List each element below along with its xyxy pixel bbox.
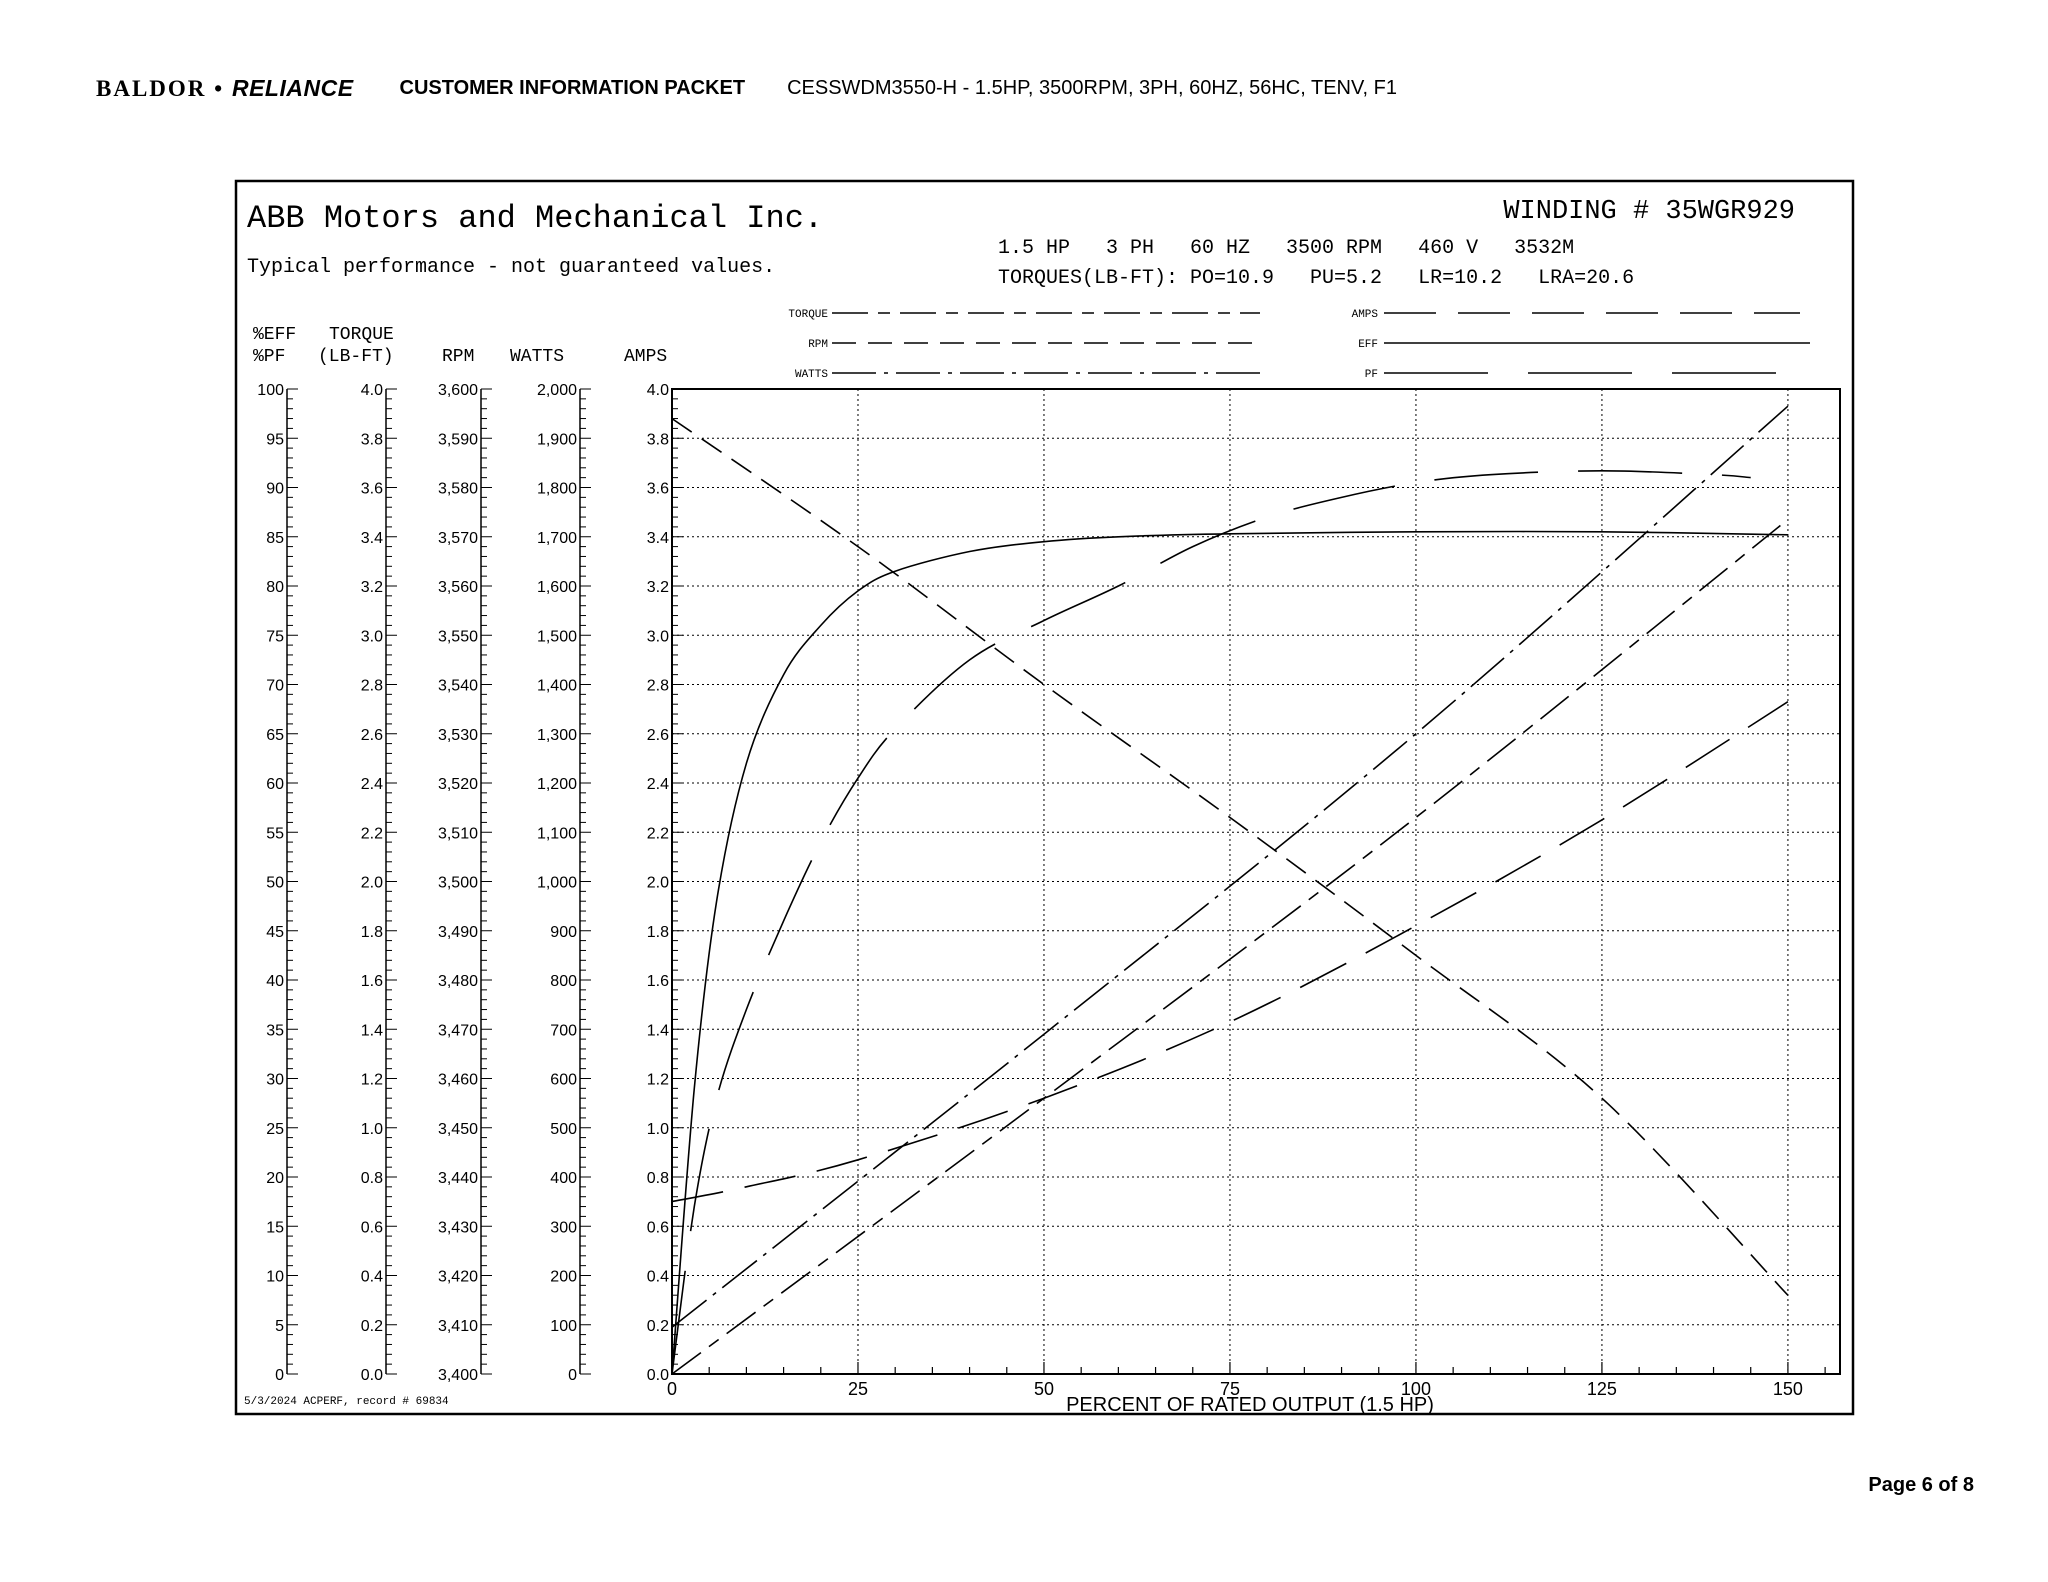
y-axes: [257, 382, 683, 1384]
y-axis-2: [361, 382, 397, 1384]
y-tick-label: 3,460: [437, 1071, 478, 1089]
y-tick-label: 1.6: [646, 973, 669, 990]
y-tick-label: 55: [266, 825, 284, 843]
y-tick-label: 2.8: [360, 677, 383, 695]
y-tick-label: 3,420: [437, 1268, 478, 1286]
y-tick-label: 85: [266, 529, 284, 547]
y-tick-label: 1.4: [646, 1022, 669, 1040]
y-tick-label: 900: [550, 923, 577, 941]
y-tick-label: 3,540: [437, 677, 478, 695]
y-tick-label: 10: [266, 1268, 284, 1286]
y-tick-label: 100: [550, 1317, 577, 1335]
y-tick-label: 3,580: [437, 480, 478, 498]
brand-left: BALDOR: [96, 75, 207, 101]
y-tick-label: 2.6: [646, 726, 669, 744]
y-tick-label: 1,200: [536, 776, 577, 793]
y-tick-label: 3,530: [437, 726, 478, 744]
y-tick-label: 3.4: [360, 529, 383, 547]
series-line-eff: [672, 531, 1788, 1374]
y-tick-label: 1.8: [360, 923, 383, 941]
y-tick-label: 1.4: [360, 1022, 383, 1040]
y-tick-label: 1.6: [360, 973, 383, 990]
y-tick-label: 4.0: [360, 382, 383, 399]
y-tick-label: 0.8: [646, 1170, 669, 1187]
axis-header-pf: %PF: [253, 347, 286, 367]
y-tick-label: 35: [266, 1022, 284, 1040]
x-tick-label: 100: [1400, 1379, 1431, 1399]
y-tick-label: 2.2: [360, 825, 383, 843]
y-tick-label: 0: [275, 1367, 284, 1384]
y-tick-label: 3,600: [437, 382, 478, 399]
torque-values: TORQUES(LB-FT): PO=10.9 PU=5.2 LR=10.2 LRA=20.6: [998, 267, 1635, 290]
y-tick-label: 3.4: [646, 529, 669, 547]
y-tick-label: 1,500: [536, 628, 577, 646]
x-tick-label: 25: [847, 1379, 869, 1399]
x-tick-label: 50: [1033, 1379, 1054, 1399]
chart-title: ABB Motors and Mechanical Inc.: [247, 200, 824, 237]
x-axis-label: PERCENT OF RATED OUTPUT (1.5 HP): [1066, 1394, 1434, 1416]
y-tick-label: 0.6: [646, 1219, 669, 1237]
y-tick-label: 1.0: [360, 1120, 383, 1138]
legend-label-amps: AMPS: [1351, 309, 1378, 321]
legend-label-eff: EFF: [1358, 339, 1378, 351]
y-tick-label: 1,100: [536, 825, 577, 843]
y-tick-label: 45: [266, 923, 284, 941]
y-tick-label: 3.8: [646, 431, 669, 449]
plot-area: [667, 389, 1840, 1399]
y-tick-label: 500: [550, 1120, 577, 1138]
x-tick-label: 150: [1772, 1379, 1803, 1399]
y-tick-label: 70: [266, 677, 284, 695]
axis-header-eff: %EFF: [253, 325, 297, 345]
legend-label-rpm: RPM: [808, 339, 828, 351]
y-tick-label: 0.6: [360, 1219, 383, 1237]
y-tick-label: 3,570: [437, 529, 478, 547]
y-tick-label: 4.0: [646, 382, 669, 399]
y-tick-label: 1.8: [646, 923, 669, 941]
chart-legend: [788, 309, 1810, 381]
legend-label-torque: TORQUE: [788, 309, 828, 321]
packet-title: CUSTOMER INFORMATION PACKET: [399, 76, 746, 99]
y-axis-5: [647, 382, 683, 1384]
y-tick-label: 90: [266, 480, 284, 498]
y-tick-label: 50: [266, 874, 284, 892]
y-tick-label: 1,800: [536, 480, 577, 498]
y-tick-label: 3,410: [437, 1317, 478, 1335]
y-tick-label: 1,000: [536, 874, 577, 892]
y-tick-label: 3,430: [437, 1219, 478, 1237]
y-tick-label: 2,000: [536, 382, 577, 399]
axis-header-watts: WATTS: [510, 347, 565, 367]
series-line-amps: [672, 702, 1788, 1202]
y-tick-label: 1,400: [536, 677, 577, 695]
chart-subtitle: Typical performance - not guaranteed values.: [247, 256, 776, 279]
brand-dot: •: [214, 75, 225, 101]
y-tick-label: 2.4: [360, 776, 383, 793]
y-tick-label: 0.2: [646, 1317, 669, 1335]
legend-label-watts: WATTS: [794, 369, 828, 381]
y-tick-label: 3,440: [437, 1170, 478, 1187]
y-tick-label: 3,470: [437, 1022, 478, 1040]
y-tick-label: 40: [266, 973, 284, 990]
y-tick-label: 25: [266, 1120, 284, 1138]
motor-specs: 1.5 HP 3 PH 60 HZ 3500 RPM 460 V 3532M: [998, 237, 1575, 260]
y-tick-label: 65: [266, 726, 284, 744]
winding-number: WINDING # 35WGR929: [1503, 197, 1795, 227]
y-tick-label: 3,490: [437, 923, 478, 941]
y-tick-label: 20: [266, 1170, 284, 1187]
axis-header-amps: AMPS: [624, 347, 668, 367]
y-tick-label: 5: [275, 1317, 284, 1335]
y-tick-label: 1.2: [360, 1071, 383, 1089]
y-tick-label: 700: [550, 1022, 577, 1040]
y-tick-label: 0.8: [360, 1170, 383, 1187]
y-tick-label: 3,510: [437, 825, 478, 843]
x-tick-label: 0: [666, 1379, 678, 1399]
y-tick-label: 75: [266, 628, 284, 646]
y-tick-label: 200: [550, 1268, 577, 1286]
record-stamp: 5/3/2024 ACPERF, record # 69834: [244, 1396, 449, 1408]
y-tick-label: 3,400: [437, 1367, 478, 1384]
y-tick-label: 3,500: [437, 874, 478, 892]
y-tick-label: 0.4: [646, 1268, 669, 1286]
axis-header-torque-unit: (LB-FT): [318, 347, 394, 367]
y-tick-label: 0.0: [646, 1367, 669, 1384]
page-number: Page 6 of 8: [1868, 1474, 1974, 1496]
y-tick-label: 0.2: [360, 1317, 383, 1335]
y-tick-label: 2.0: [360, 874, 383, 892]
y-tick-label: 400: [550, 1170, 577, 1187]
y-axis-1: [257, 382, 298, 1384]
y-tick-label: 60: [266, 776, 284, 793]
x-tick-label: 125: [1586, 1379, 1617, 1399]
y-tick-label: 1,300: [536, 726, 577, 744]
y-tick-label: 2.4: [646, 776, 669, 793]
y-tick-label: 0.0: [360, 1367, 383, 1384]
brand-right: RELIANCE: [231, 74, 354, 101]
y-tick-label: 80: [266, 579, 284, 596]
y-tick-label: 95: [266, 431, 284, 449]
y-tick-label: 0: [568, 1367, 577, 1384]
y-tick-label: 3.0: [646, 628, 669, 646]
y-tick-label: 15: [266, 1219, 284, 1237]
y-tick-label: 3.6: [360, 480, 383, 498]
y-tick-label: 1,700: [536, 529, 577, 547]
chart-border: [236, 181, 1853, 1414]
axis-header-rpm: RPM: [442, 347, 475, 367]
y-tick-label: 600: [550, 1071, 577, 1089]
y-tick-label: 2.8: [646, 677, 669, 695]
y-tick-label: 3.8: [360, 431, 383, 449]
y-tick-label: 3,560: [437, 579, 478, 596]
y-tick-label: 3.2: [646, 579, 669, 596]
axis-header-torque: TORQUE: [329, 325, 394, 345]
series-line-pf: [672, 471, 1751, 1374]
y-tick-label: 1,900: [536, 431, 577, 449]
y-tick-label: 30: [266, 1071, 284, 1089]
y-tick-label: 3.0: [360, 628, 383, 646]
y-tick-label: 3,480: [437, 973, 478, 990]
x-tick-label: 75: [1219, 1379, 1240, 1399]
y-tick-label: 300: [550, 1219, 577, 1237]
legend-label-pf: PF: [1364, 369, 1378, 381]
y-tick-label: 3,590: [437, 431, 478, 449]
y-tick-label: 1.2: [646, 1071, 669, 1089]
y-tick-label: 3,520: [437, 776, 478, 793]
y-tick-label: 3,450: [437, 1120, 478, 1138]
y-axis-3: [438, 382, 492, 1384]
y-tick-label: 1,600: [536, 579, 577, 596]
y-tick-label: 2.0: [646, 874, 669, 892]
y-tick-label: 1.0: [646, 1120, 669, 1138]
y-tick-label: 3.2: [360, 579, 383, 596]
y-tick-label: 2.2: [646, 825, 669, 843]
y-tick-label: 3,550: [437, 628, 478, 646]
y-tick-label: 3.6: [646, 480, 669, 498]
y-tick-label: 800: [550, 973, 577, 990]
y-tick-label: 0.4: [360, 1268, 383, 1286]
y-tick-label: 100: [257, 382, 284, 399]
model-description: CESSWDM3550-H - 1.5HP, 3500RPM, 3PH, 60HZ, 56HC, TENV, F1: [787, 76, 1397, 99]
y-axis-4: [537, 382, 591, 1384]
y-tick-label: 2.6: [360, 726, 383, 744]
